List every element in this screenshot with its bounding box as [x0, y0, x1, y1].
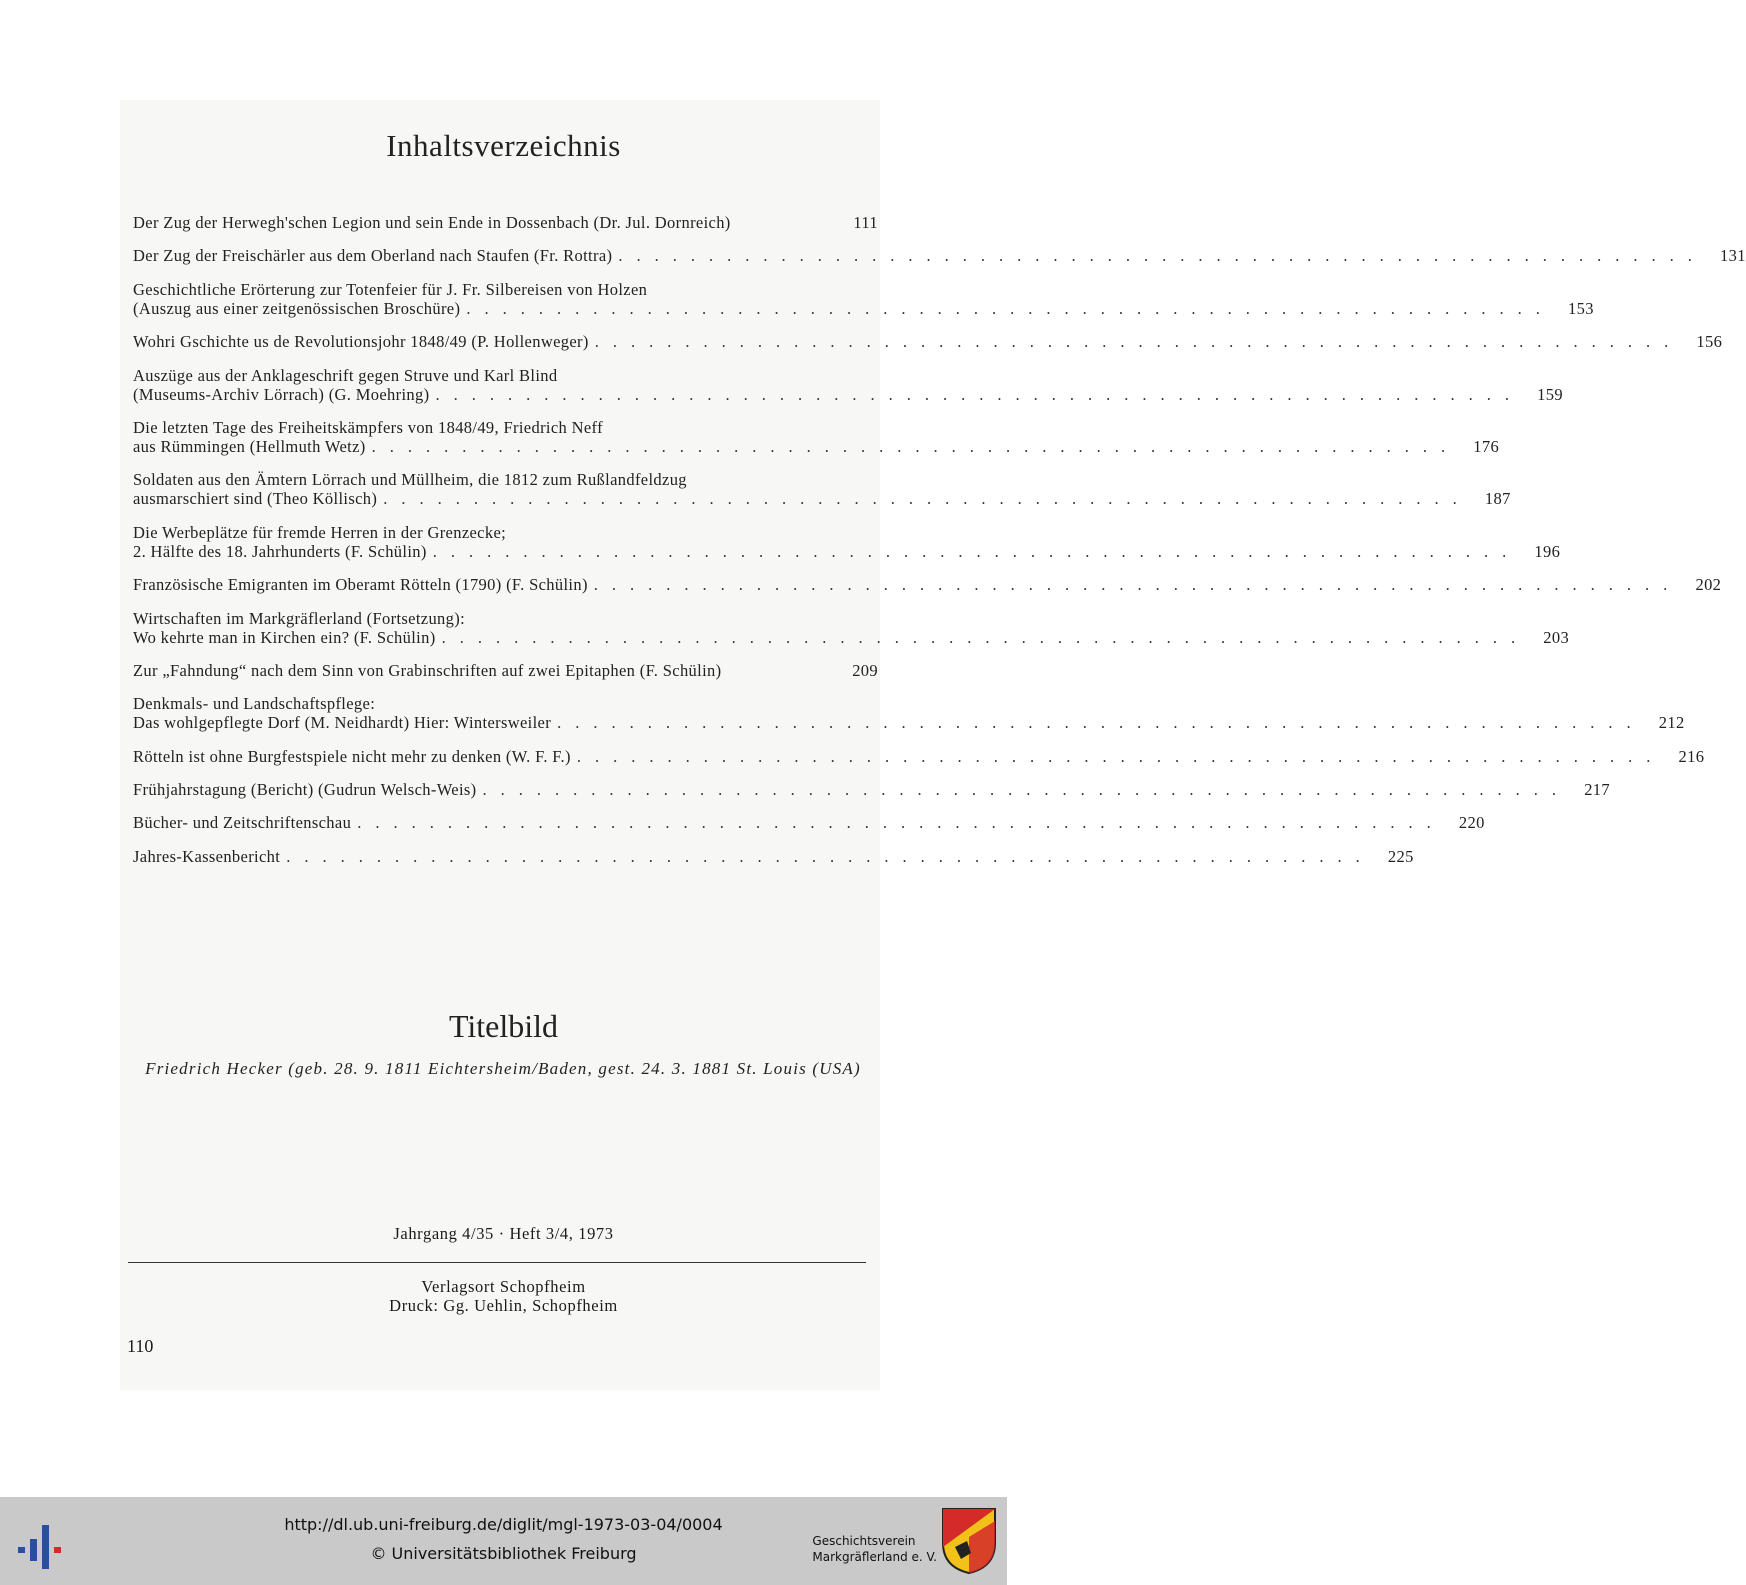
- toc-entry-title: 2. Hälfte des 18. Jahrhunderts (F. Schülin): [133, 541, 427, 561]
- toc-page-number: 202: [1695, 575, 1722, 595]
- toc-entry-line: [133, 332, 1723, 352]
- society-name: [812, 1533, 937, 1565]
- toc-page-number: 187: [1484, 489, 1511, 509]
- copyright: © Universitätsbibliothek Freiburg: [370, 1544, 637, 1563]
- toc-entry: [133, 470, 1511, 509]
- document-url[interactable]: http://dl.ub.uni-freiburg.de/diglit/mgl-1973-03-04/0004: [284, 1515, 723, 1534]
- toc-entry: [133, 522, 1561, 561]
- toc-entry-title: Auszüge aus der Anklageschrift gegen Struve und Karl Blind: [133, 365, 558, 385]
- toc-entry-title: Denkmals- und Landschaftspflege:: [133, 694, 376, 714]
- toc-page-number: 159: [1537, 384, 1563, 404]
- toc-entry-title: Der Zug der Freischärler aus dem Oberland nach Staufen (Fr. Rottra): [133, 246, 613, 266]
- table-of-contents: [133, 213, 1746, 880]
- publisher-info: [0, 1277, 1007, 1315]
- toc-entry-title: Französische Emigranten im Oberamt Rötteln (1790) (F. Schülin): [133, 575, 588, 595]
- toc-page-number: 212: [1658, 713, 1685, 733]
- toc-page-number: 156: [1696, 332, 1723, 352]
- toc-entry: [133, 846, 1414, 866]
- toc-entry: [133, 213, 878, 232]
- toc-entry-line: [133, 627, 1570, 647]
- toc-entry: [133, 279, 1594, 318]
- toc-entry: [133, 608, 1570, 647]
- toc-entry-line: [133, 846, 1414, 866]
- toc-page-number: 216: [1678, 746, 1705, 766]
- toc-entry-title: Zur „Fahndung“ nach dem Sinn von Grabinschriften auf zwei Epitaphen (F. Schülin): [133, 660, 722, 680]
- toc-entry: [133, 417, 1500, 456]
- toc-entry-title: (Auszug aus einer zeitgenössischen Broschüre): [133, 298, 461, 318]
- toc-page-number: 203: [1543, 627, 1570, 647]
- titelbild-caption: Friedrich Hecker (geb. 28. 9. 1811 Eichtersheim/Baden, gest. 24. 3. 1881 St. Louis (USA): [145, 1059, 861, 1078]
- toc-entry-line: [133, 541, 1561, 561]
- toc-entry: [133, 332, 1723, 352]
- toc-entry: [133, 813, 1485, 833]
- toc-page-number: 209: [852, 660, 878, 680]
- toc-entry-line: [133, 489, 1511, 509]
- toc-entry-line: [133, 813, 1485, 833]
- page-title: Inhaltsverzeichnis: [386, 128, 621, 163]
- toc-entry-line: [133, 436, 1500, 456]
- toc-leader-dots: ............................................................: [432, 541, 1521, 561]
- toc-entry: [133, 661, 878, 680]
- toc-leader-dots: ............................................................: [576, 746, 1665, 766]
- page-number: 110: [127, 1336, 154, 1356]
- toc-entry: [133, 246, 1746, 266]
- toc-leader-dots: ............................................................: [557, 713, 1645, 733]
- issue-info: Jahrgang 4/35 · Heft 3/4, 1973: [393, 1224, 614, 1243]
- divider: [128, 1262, 866, 1263]
- toc-entry-title: Wo kehrte man in Kirchen ein? (F. Schülin): [133, 627, 436, 647]
- toc-entry: [133, 575, 1722, 595]
- toc-page-number: 196: [1534, 541, 1561, 561]
- toc-entry-title: Das wohlgepflegte Dorf (M. Neidhardt) Hier: Wintersweiler: [133, 713, 552, 733]
- toc-leader-dots: ............................................................: [383, 489, 1471, 509]
- toc-entry-title: ausmarschiert sind (Theo Köllisch): [133, 489, 378, 509]
- toc-entry-title: Geschichtliche Erörterung zur Totenfeier für J. Fr. Silbereisen von Holzen: [133, 279, 648, 299]
- toc-entry-title: Die letzten Tage des Freiheitskämpfers von 1848/49, Friedrich Neff: [133, 417, 603, 437]
- toc-leader-dots: ............................................................: [371, 436, 1460, 456]
- toc-entry: [133, 780, 1611, 800]
- footer-bar: [0, 1497, 1007, 1585]
- toc-entry-line: [133, 213, 878, 232]
- toc-page-number: 225: [1387, 846, 1414, 866]
- toc-entry-line: [133, 609, 878, 628]
- society-line-2: Markgräflerland e. V.: [812, 1550, 937, 1564]
- toc-entry-title: Wohri Gschichte us de Revolutionsjohr 1848/49 (P. Hollenweger): [133, 332, 589, 352]
- toc-entry-title: Der Zug der Herwegh'schen Legion und sein Ende in Dossenbach (Dr. Jul. Dornreich): [133, 213, 731, 232]
- toc-page-number: 111: [853, 213, 878, 232]
- toc-entry-title: Die Werbeplätze für fremde Herren in der Grenzecke;: [133, 522, 507, 542]
- coat-of-arms-icon: [941, 1507, 997, 1575]
- toc-entry-title: Frühjahrstagung (Bericht) (Gudrun Welsch-Weis): [133, 780, 477, 800]
- toc-entry-line: [133, 384, 1563, 404]
- toc-page-number: 220: [1458, 813, 1485, 833]
- toc-entry-line: [133, 523, 878, 542]
- toc-entry: [133, 694, 1685, 733]
- toc-entry-line: [133, 746, 1705, 766]
- toc-entry: [133, 365, 1563, 404]
- toc-page-number: 176: [1473, 436, 1500, 456]
- toc-leader-dots: ............................................................: [593, 575, 1682, 595]
- toc-leader-dots: ............................................................: [466, 298, 1554, 318]
- toc-entry-line: [133, 694, 878, 713]
- toc-entry: [133, 746, 1705, 766]
- toc-entry-title: Bücher- und Zeitschriftenschau: [133, 813, 352, 833]
- titelbild-heading: Titelbild: [448, 1008, 559, 1044]
- toc-entry-line: [133, 470, 878, 489]
- society-line-1: Geschichtsverein: [812, 1534, 916, 1548]
- toc-entry-line: [133, 575, 1722, 595]
- toc-page-number: 153: [1568, 298, 1594, 318]
- publisher-place: Verlagsort Schopfheim: [421, 1277, 586, 1296]
- toc-entry-title: (Museums-Archiv Lörrach) (G. Moehring): [133, 384, 430, 404]
- toc-entry-title: Soldaten aus den Ämtern Lörrach und Müllheim, die 1812 zum Rußlandfeldzug: [133, 470, 687, 490]
- toc-page-number: 217: [1584, 780, 1611, 800]
- toc-leader-dots: ............................................................: [482, 780, 1571, 800]
- toc-leader-dots: ............................................................: [594, 332, 1683, 352]
- toc-entry-line: [133, 661, 878, 680]
- printer: Druck: Gg. Uehlin, Schopfheim: [389, 1296, 618, 1315]
- toc-leader-dots: ............................................................: [441, 627, 1530, 647]
- toc-entry-line: [133, 780, 1611, 800]
- toc-leader-dots: ............................................................: [618, 246, 1706, 266]
- toc-entry-line: [133, 418, 878, 437]
- toc-entry-line: [133, 280, 878, 299]
- toc-page-number: 131: [1720, 246, 1746, 266]
- toc-entry-title: Jahres-Kassenbericht: [133, 846, 281, 866]
- toc-entry-line: [133, 366, 878, 385]
- toc-entry-line: [133, 298, 1594, 318]
- toc-entry-line: [133, 246, 1746, 266]
- toc-leader-dots: ............................................................: [435, 384, 1523, 404]
- toc-entry-title: aus Rümmingen (Hellmuth Wetz): [133, 436, 366, 456]
- toc-leader-dots: ............................................................: [286, 846, 1374, 866]
- toc-entry-title: Wirtschaften im Markgräflerland (Fortsetzung):: [133, 608, 466, 628]
- toc-entry-title: Rötteln ist ohne Burgfestspiele nicht mehr zu denken (W. F. F.): [133, 746, 571, 766]
- toc-entry-line: [133, 713, 1685, 733]
- toc-leader-dots: ............................................................: [357, 813, 1445, 833]
